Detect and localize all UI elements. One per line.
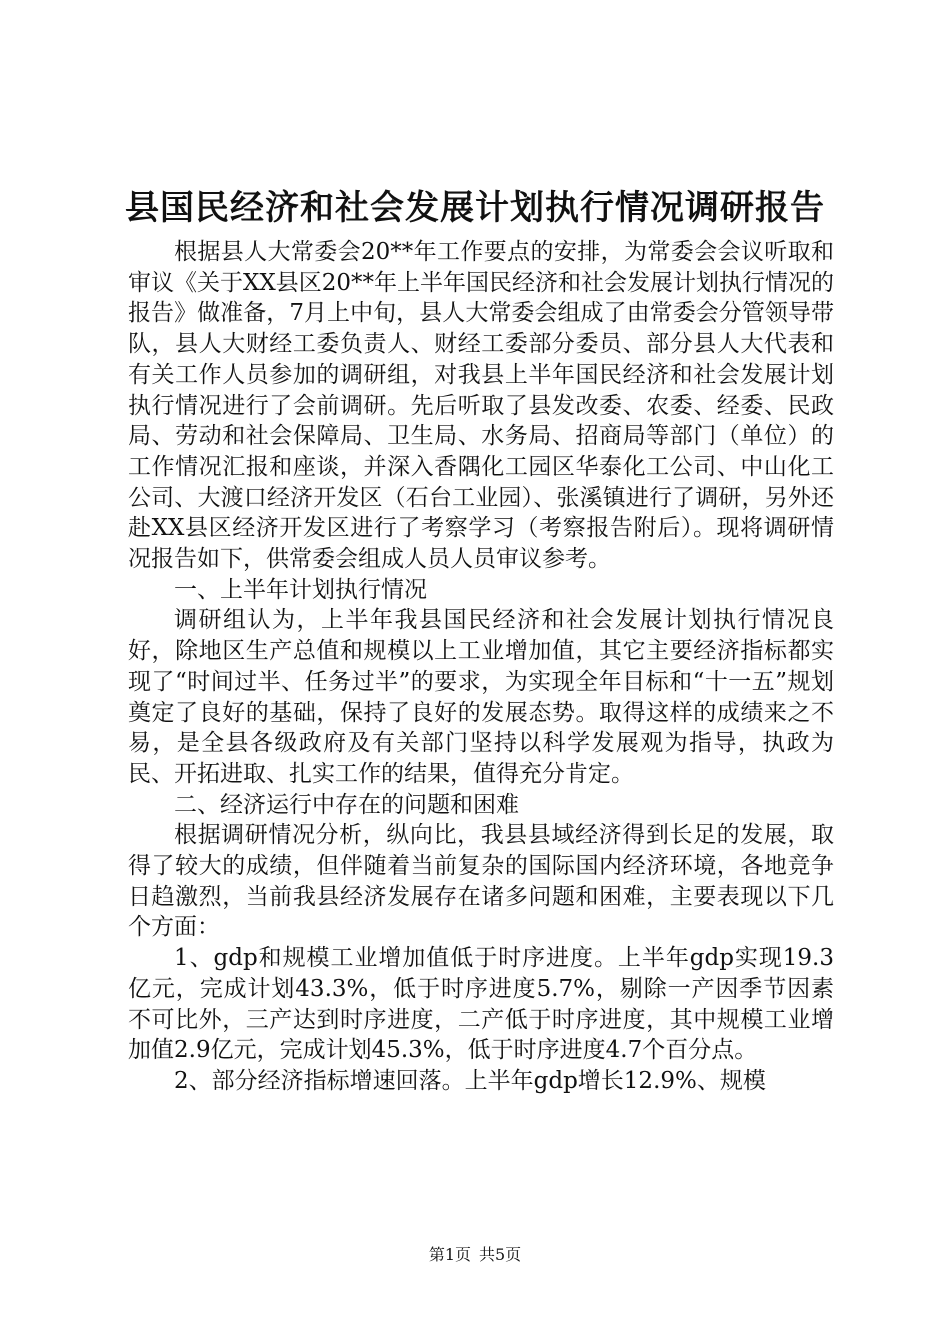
section-2-paragraph: 根据调研情况分析，纵向比，我县县域经济得到长足的发展，取得了较大的成绩，但伴随着当前复杂的国际国内经济环境，各地竞争日趋激烈，当前我县经济发展存在诸多问题和困难，主要表现以下几个方面： bbox=[128, 822, 834, 941]
section-heading-2: 二、经济运行中存在的问题和困难 bbox=[174, 791, 519, 818]
page-number: 第1页 bbox=[428, 1245, 471, 1264]
point-2-paragraph: 2、部分经济指标增速回落。上半年gdp增长12.9%、规模 bbox=[174, 1067, 766, 1094]
document-body bbox=[128, 237, 834, 1097]
section-1-paragraph: 调研组认为，上半年我县国民经济和社会发展计划执行情况良好，除地区生产总值和规模以上工业增加值，其它主要经济指标都实现了“时间过半、任务过半”的要求，为实现全年目标和“十一五”规划奠定了良好的基础，保持了良好的发展态势。取得这样的成绩来之不易，是全县各级政府及有关部门坚持以科学发展观为指导，执政为民、开拓进取、扎实工作的结果，值得充分肯定。 bbox=[128, 607, 834, 787]
section-heading-1: 一、上半年计划执行情况 bbox=[174, 576, 427, 603]
page-footer bbox=[0, 1243, 950, 1267]
intro-paragraph: 根据县人大常委会20**年工作要点的安排，为常委会会议听取和审议《关于XX县区20**年上半年国民经济和社会发展计划执行情况的报告》做准备，7月上中旬，县人大常委会组成了由常委会分管领导带队，县人大财经工委负责人、财经工委部分委员、部分县人大代表和有关工作人员参加的调研组，对我县上半年国民经济和社会发展计划执行情况进行了会前调研。先后听取了县发改委、农委、经委、民政局、劳动和社会保障局、卫生局、水务局、招商局等部门（单位）的工作情况汇报和座谈，并深入香隅化工园区华泰化工公司、中山化工公司、大渡口经济开发区（石台工业园）、张溪镇进行了调研，另外还赴XX县区经济开发区进行了考察学习（考察报告附后）。现将调研情况报告如下，供常委会组成人员人员审议参考。 bbox=[128, 239, 835, 573]
document-title: 县国民经济和社会发展计划执行情况调研报告 bbox=[125, 188, 825, 228]
point-1-paragraph: 1、gdp和规模工业增加值低于时序进度。上半年gdp实现19.3亿元，完成计划43.3%，低于时序进度5.7%，剔除一产因季节因素不可比外，三产达到时序进度，二产低于时序进度，其中规模工业增加值2.9亿元，完成计划45.3%，低于时序进度4.7个百分点。 bbox=[128, 945, 834, 1064]
page-total: 共5页 bbox=[479, 1245, 522, 1264]
